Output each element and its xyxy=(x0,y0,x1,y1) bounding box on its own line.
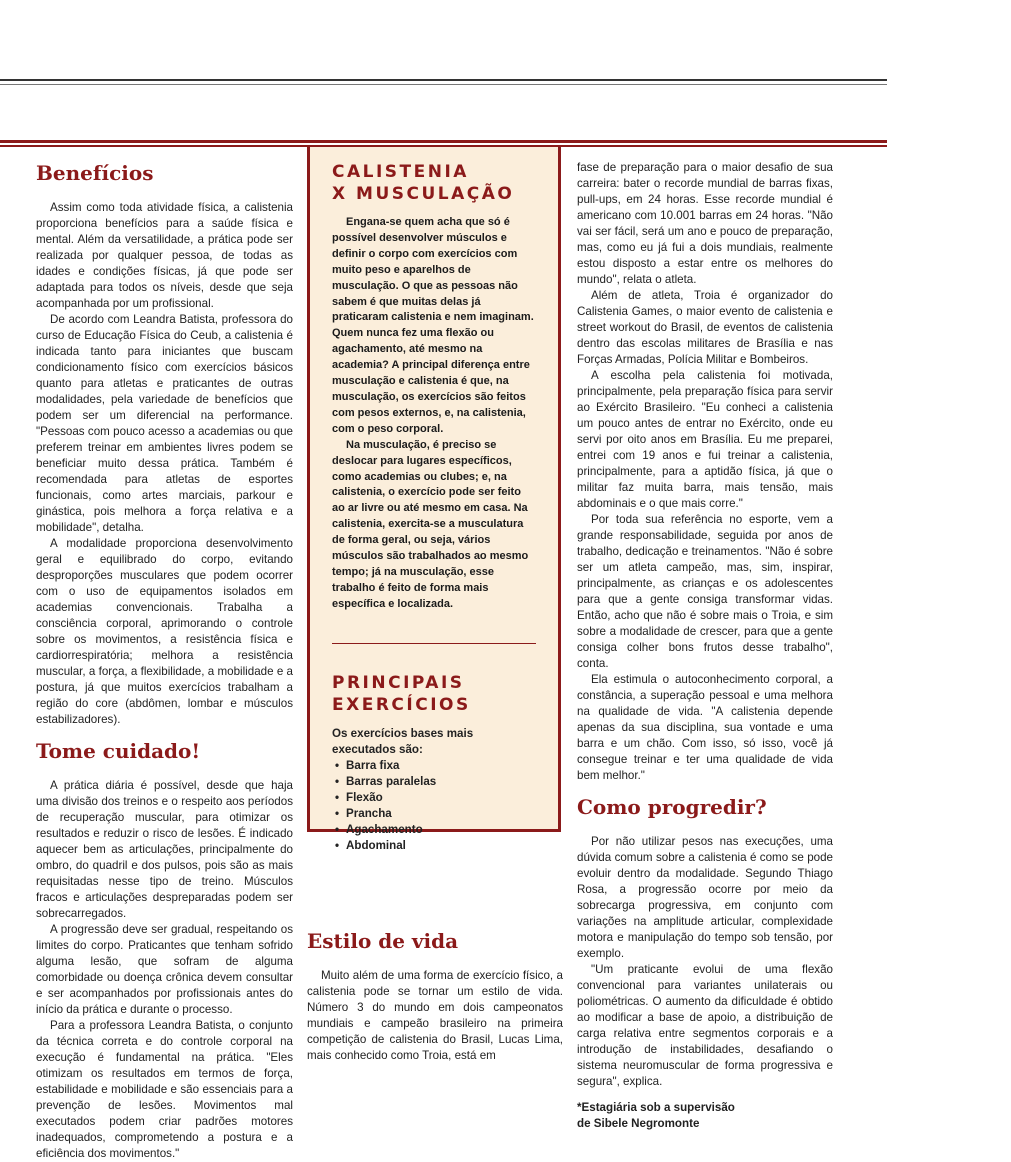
credit-line: *Estagiária sob a supervisão xyxy=(577,1101,735,1114)
paragraph: A prática diária é possível, desde que haja uma divisão dos treinos e o respeito aos períodos de recuperação muscular, para otimizar os resultados e reduzir o risco de lesões. É indicado aquecer bem as articulações, principalmente do ombro, do quadril e dos pulsos, pois são as mais requisitadas nesse tipo de treino. Músculos fracos e articulações despreparadas podem ser sobrecarregados. xyxy=(36,779,293,920)
box-title-line: X MUSCULAÇÃO xyxy=(332,184,515,204)
heading-beneficios: Benefícios xyxy=(36,161,154,185)
column-middle-bottom xyxy=(307,928,563,1064)
header-rule-thin xyxy=(0,84,887,85)
box-paragraph: Engana-se quem acha que só é possível desenvolver músculos e definir o corpo com exercícios com muito peso e aparelhos de musculação. O que as pessoas não sabem é que muitas delas já praticaram calistenia e nem imaginam. Quem nunca fez uma flexão ou agachamento, até mesmo na academia? A principal diferença entre musculação e calistenia é que, na musculação, os exercícios são feitos com pesos externos, e, na calistenia, com o peso corporal. xyxy=(332,216,534,435)
list-item: • Barras paralelas xyxy=(346,774,536,790)
exercise-list xyxy=(332,758,536,854)
header-rule-top xyxy=(0,79,887,81)
list-item: • Flexão xyxy=(346,790,536,806)
paragraph: Para a professora Leandra Batista, o conjunto da técnica correta e do controle corporal na execução é fundamental na prática. "Eles otimizam os resultados em termos de força, estabilidade e mobilidade e são essenciais para a prevenção de lesões. Movimentos mal executados podem criar padrões motores inadequados, comprometendo a postura e a eficiência dos movimentos." xyxy=(36,1019,293,1160)
box-lead: Os exercícios bases mais executados são: xyxy=(332,726,474,756)
column-right xyxy=(577,160,833,1132)
heading-tome-cuidado: Tome cuidado! xyxy=(36,739,201,763)
list-item: • Abdominal xyxy=(346,838,536,854)
paragraph: A progressão deve ser gradual, respeitando os limites do corpo. Praticantes que tenham sofrido alguma lesão, que sofram de alguma comorbidade ou doença crônica devem consultar e ser acompanhados por profissionais antes do início da prática e durante o processo. xyxy=(36,923,293,1016)
column-left xyxy=(36,160,293,1162)
list-item: • Agachamento xyxy=(346,822,536,838)
heading-estilo-de-vida: Estilo de vida xyxy=(307,929,459,953)
heading-como-progredir: Como progredir? xyxy=(577,795,767,819)
paragraph: De acordo com Leandra Batista, professora do curso de Educação Física do Ceub, a calistenia é indicada tanto para iniciantes que buscam condicionamento físico com exercícios básicos quanto para atletas e praticantes de outras modalidades, pela variedade de benefícios que podem ser um diferencial na performance. "Pessoas com pouco acesso a academias ou que preferem treinar em ambientes livres podem se beneficiar muito dessa prática. Também é recomendada para atletas de esportes funcionais, como artes marciais, parkour e ginástica, pois melhora a força relativa e a mobilidade", detalha. xyxy=(36,313,293,534)
paragraph: fase de preparação para o maior desafio de sua carreira: bater o recorde mundial de barras fixas, pull-ups, em 24 horas. Esse recorde mundial é americano com 10.001 barras em 24 horas. "Não vai ser fácil, será um ano e pouco de preparação, mas, como eu já fui a dois mundiais, realmente estou disposto a estar entre os melhores do mundo", relata o atleta. xyxy=(577,161,833,286)
paragraph: Por toda sua referência no esporte, vem a grande responsabilidade, seguida por anos de trabalho, dedicação e treinamentos. "Não é sobre ser um atleta campeão, mas, sim, inspirar, principalmente, as crianças e os adolescentes para que a gente consiga transformar vidas. Então, acho que não é sobre mais o Troia, e sim sobre a modalidade de crescer, para que a gente consiga colher bons frutos desse trabalho", conta. xyxy=(577,513,833,670)
credit-line: de Sibele Negromonte xyxy=(577,1117,700,1130)
box-title-exercicios xyxy=(332,672,536,716)
list-item: • Barra fixa xyxy=(346,758,536,774)
paragraph: Assim como toda atividade física, a calistenia proporciona benefícios para a saúde física e mental. Além da versatilidade, a prática pode ser realizada por qualquer pessoa, de todas as idades e condições físicas, já que pode ser adaptada para todos os níveis, desde que seja acompanhada por um profissional. xyxy=(36,201,293,310)
box-title-line: EXERCÍCIOS xyxy=(332,694,471,715)
box-paragraph: Na musculação, é preciso se deslocar para lugares específicos, como academias ou clubes; e, na calistenia, o exercício pode ser feito ao ar livre ou até mesmo em casa. Na calistenia, exercita-se a musculatura de forma geral, ou seja, vários músculos são trabalhados ao mesmo tempo; já na musculação, esse trabalho é feito de forma mais específica e localizada. xyxy=(332,438,529,610)
header-rule-red xyxy=(0,140,887,143)
list-item: • Prancha xyxy=(346,806,536,822)
box-title-calistenia xyxy=(332,161,536,205)
paragraph: A escolha pela calistenia foi motivada, principalmente, pela preparação física para servir ao Exército Brasileiro. "Eu conheci a calistenia um pouco antes de entrar no Exército, onde eu servi por oito anos em Brasília. Eu me preparei, entrei com 19 anos e fui treinar a calistenia, principalmente, para a aptidão física, já que o militar faz muita barra, mais tensão, mais abdominais e o que mais corre." xyxy=(577,369,833,510)
sidebar-box xyxy=(307,147,561,852)
paragraph: Muito além de uma forma de exercício físico, a calistenia pode se tornar um estilo de vida. Número 3 do mundo em dois campeonatos mundiais e campeão brasileiro na primeira competição de calistenia do Brasil, Lucas Lima, mais conhecido como Troia, está em xyxy=(307,969,563,1062)
credit-note xyxy=(577,1100,833,1132)
paragraph: "Um praticante evolui de uma flexão convencional para variantes unilaterais ou poliométricas. O aumento da dificuldade é obtido ao modificar a base de apoio, a distribuição de carga relativa entre segmentos corporais e a introdução de instabilidades, desafiando o sistema neuromuscular de forma progressiva e segura", explica. xyxy=(577,963,833,1088)
paragraph: A modalidade proporciona desenvolvimento geral e equilibrado do corpo, evitando desproporções musculares que podem ocorrer com o uso de equipamentos isolados em academias convencionais. Trabalha a consciência corporal, aprimorando o controle sobre os movimentos, a resistência física e cardiorrespiratória; melhora a resistência muscular, a força, a flexibilidade, a mobilidade e a postura, já que muitos exercícios trabalham a região do core (abdômen, lombar e músculos estabilizadores). xyxy=(36,537,293,726)
box-title-line: PRINCIPAIS xyxy=(332,672,465,693)
paragraph: Ela estimula o autoconhecimento corporal, a constância, a superação pessoal e uma melhora na qualidade de vida. "A calistenia depende apenas da sua disciplina, sua vontade e uma barra e um chão. Com isso, só isso, você já consegue treinar e ter uma qualidade de vida bem melhor." xyxy=(577,673,833,782)
paragraph: Por não utilizar pesos nas execuções, uma dúvida comum sobre a calistenia é como se pode evoluir dentro da modalidade. Segundo Thiago Rosa, a progressão ocorre por meio da sobrecarga progressiva, em conjunto com variações na amplitude articular, complexidade motora e manipulação do tempo sob tensão, por exemplo. xyxy=(577,835,833,960)
box-title-line: CALISTENIA xyxy=(332,162,469,182)
box-divider xyxy=(332,643,536,644)
paragraph: Além de atleta, Troia é organizador do Calistenia Games, o maior evento de calistenia e street workout do Brasil, de eventos de calistenia dentro das escolas militares de Brasília e nas Forças Armadas, Polícia Militar e Bombeiros. xyxy=(577,289,833,366)
